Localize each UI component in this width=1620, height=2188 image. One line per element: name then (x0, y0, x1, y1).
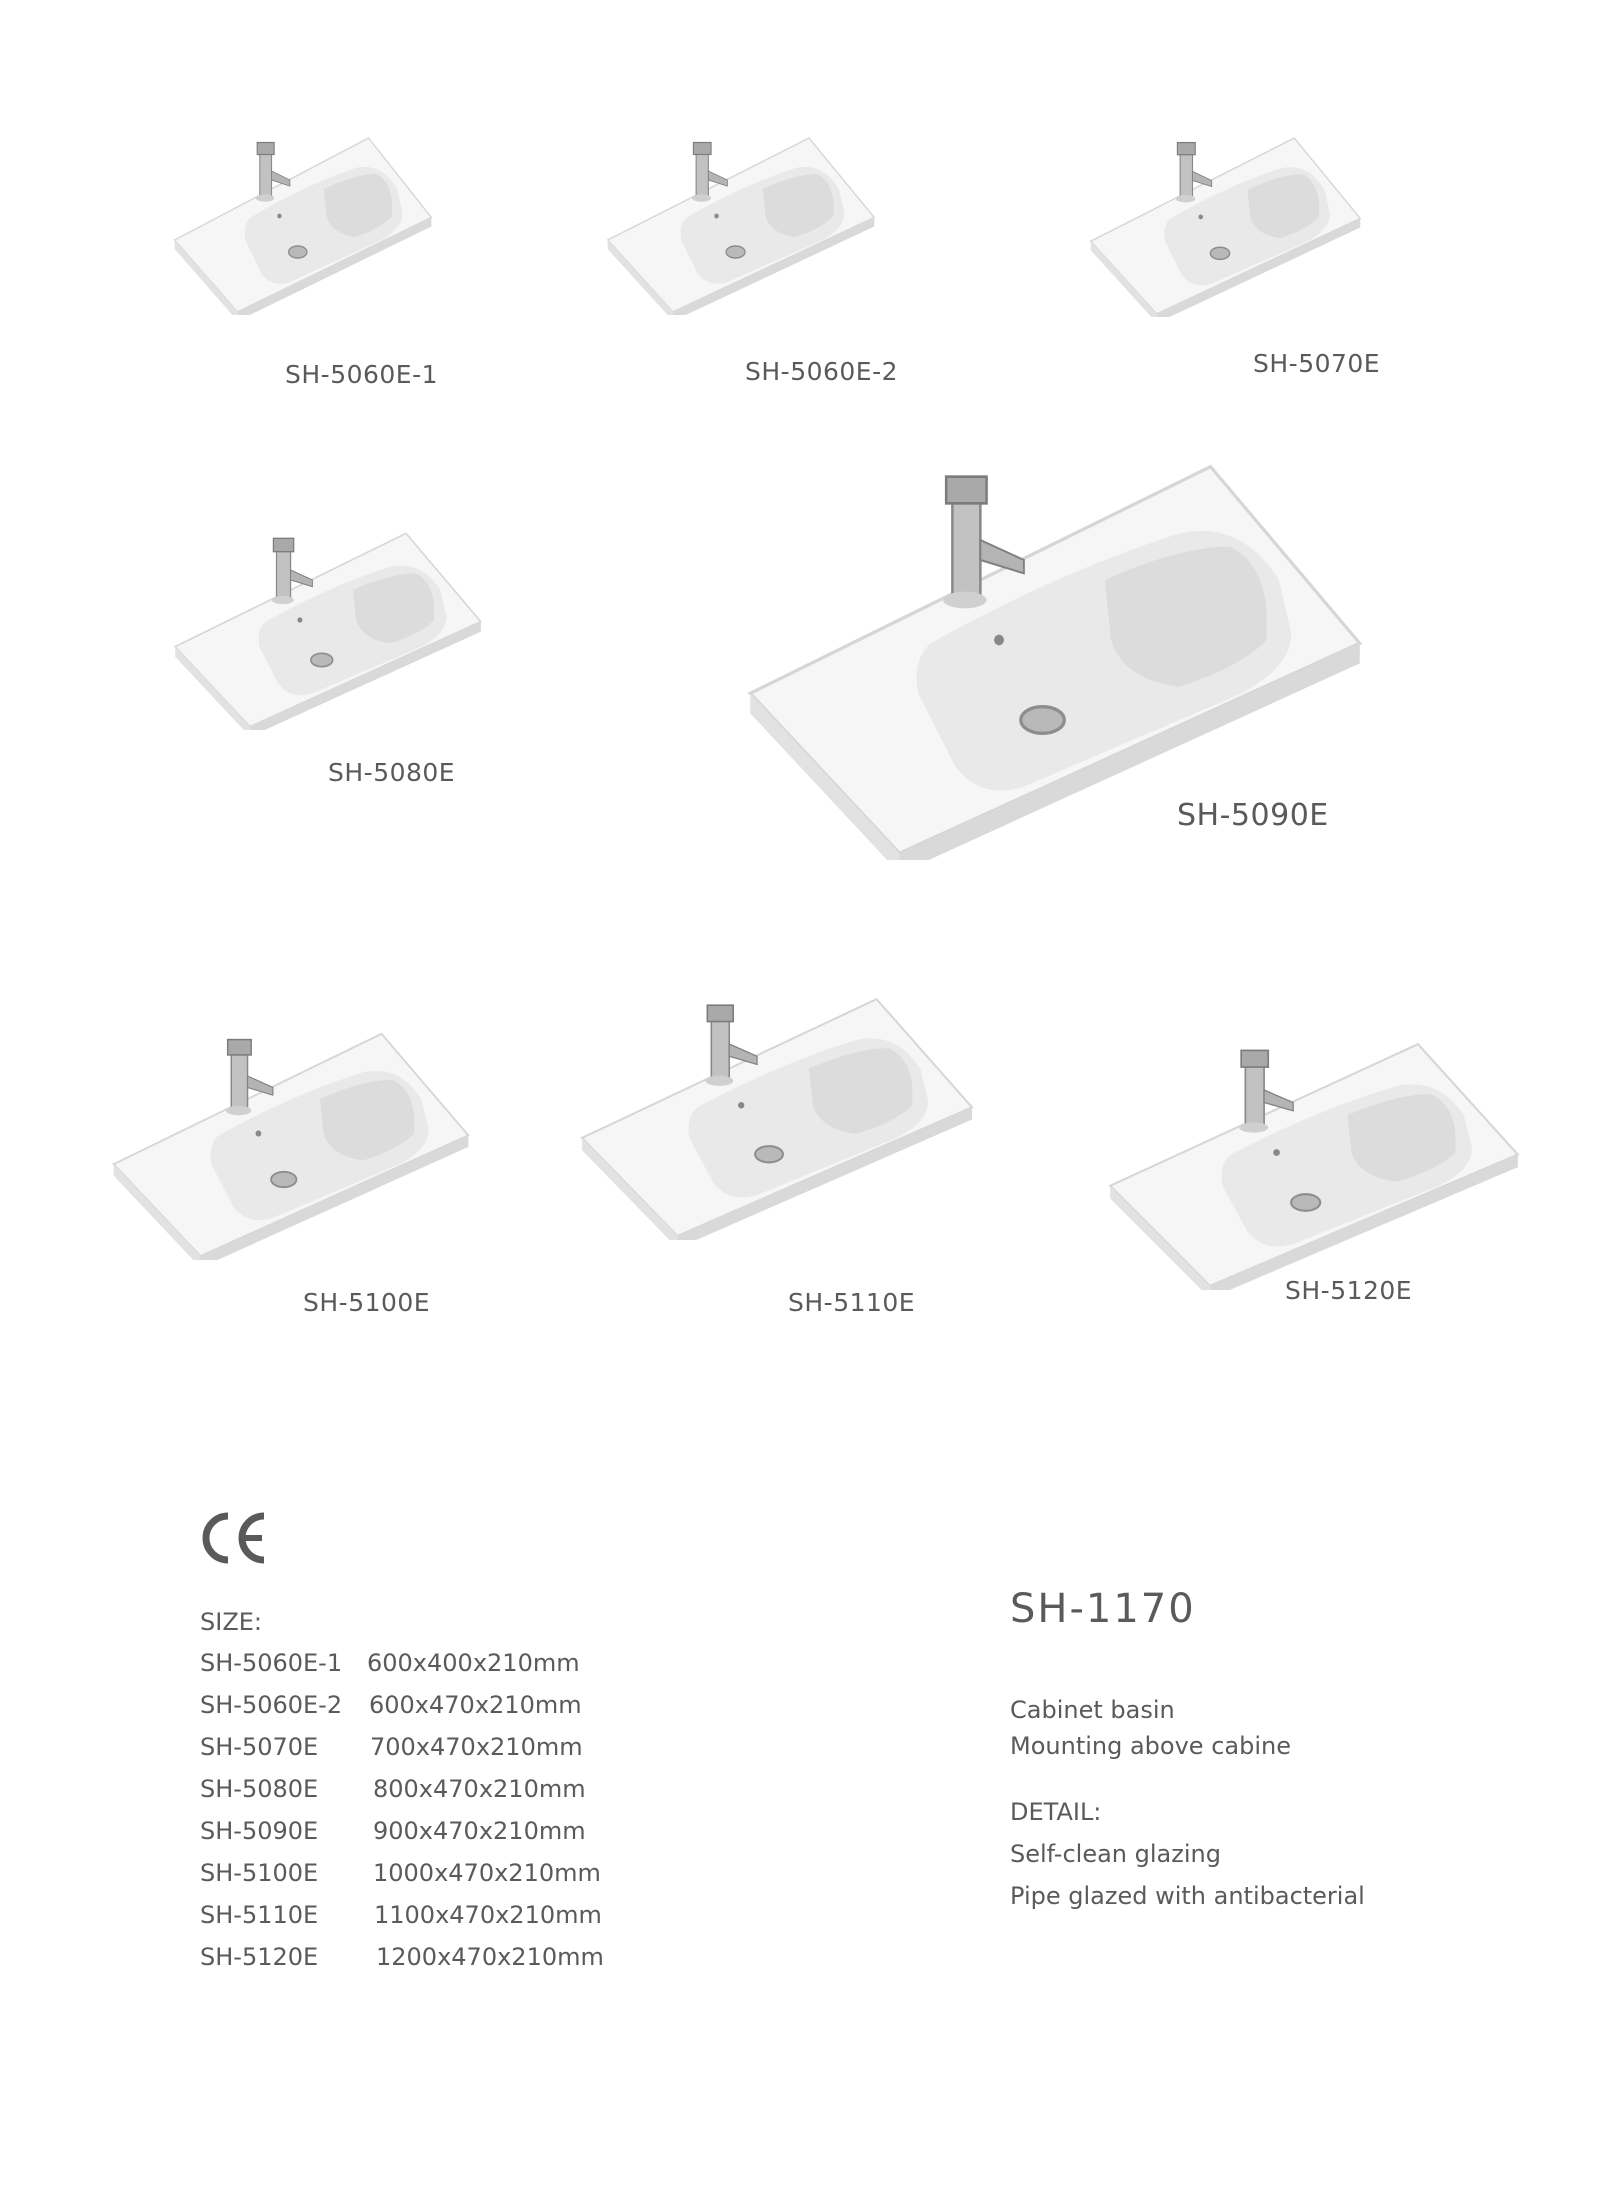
model-label-sh-5060e-2: SH-5060E-2 (745, 357, 899, 386)
basin-image-sh-5100e (110, 1030, 472, 1260)
detail-item: Self-clean glazing (1010, 1840, 1221, 1868)
size-dims: 1200x470x210mm (376, 1943, 604, 1971)
size-model: SH-5060E-1 (200, 1649, 343, 1677)
size-row (200, 1810, 620, 1852)
basin-image-sh-5060e-1 (172, 135, 434, 315)
product-type: Cabinet basin (1010, 1696, 1175, 1724)
series-title: SH-1170 (1010, 1586, 1196, 1632)
size-dims: 700x470x210mm (370, 1733, 583, 1761)
size-model: SH-5090E (200, 1817, 319, 1845)
ce-mark-icon (198, 1508, 268, 1568)
size-model: SH-5120E (200, 1943, 319, 1971)
size-row (200, 1894, 620, 1936)
basin-image-sh-5070e (1088, 135, 1363, 317)
mounting-type: Mounting above cabine (1010, 1732, 1291, 1760)
size-row (200, 1768, 620, 1810)
size-model: SH-5070E (200, 1733, 319, 1761)
model-label-sh-5070e: SH-5070E (1253, 349, 1381, 378)
basin-image-sh-5080e (172, 530, 484, 730)
size-model: SH-5080E (200, 1775, 319, 1803)
model-label-sh-5100e: SH-5100E (303, 1288, 431, 1317)
detail-item: Pipe glazed with antibacterial (1010, 1882, 1365, 1910)
detail-heading: DETAIL: (1010, 1798, 1102, 1826)
size-dims: 600x470x210mm (369, 1691, 582, 1719)
model-label-sh-5120e: SH-5120E (1285, 1276, 1413, 1305)
size-row (200, 1936, 620, 1978)
size-dims: 900x470x210mm (373, 1817, 586, 1845)
size-heading: SIZE: (200, 1608, 263, 1636)
size-row (200, 1642, 620, 1684)
model-label-sh-5110e: SH-5110E (788, 1288, 916, 1317)
basin-image-sh-5110e (578, 995, 976, 1240)
size-dims: 600x400x210mm (367, 1649, 580, 1677)
size-model: SH-5060E-2 (200, 1691, 343, 1719)
size-table (200, 1602, 620, 1978)
size-row (200, 1726, 620, 1768)
size-model: SH-5100E (200, 1859, 319, 1887)
size-dims: 1100x470x210mm (374, 1901, 602, 1929)
size-model: SH-5110E (200, 1901, 319, 1929)
basin-image-sh-5120e (1106, 1040, 1522, 1290)
size-row (200, 1852, 620, 1894)
size-dims: 800x470x210mm (373, 1775, 586, 1803)
size-dims: 1000x470x210mm (373, 1859, 601, 1887)
model-label-sh-5090e: SH-5090E (1177, 798, 1329, 833)
model-label-sh-5060e-1: SH-5060E-1 (285, 360, 439, 389)
model-label-sh-5080e: SH-5080E (328, 758, 456, 787)
size-row (200, 1684, 620, 1726)
basin-image-sh-5060e-2 (605, 135, 877, 315)
